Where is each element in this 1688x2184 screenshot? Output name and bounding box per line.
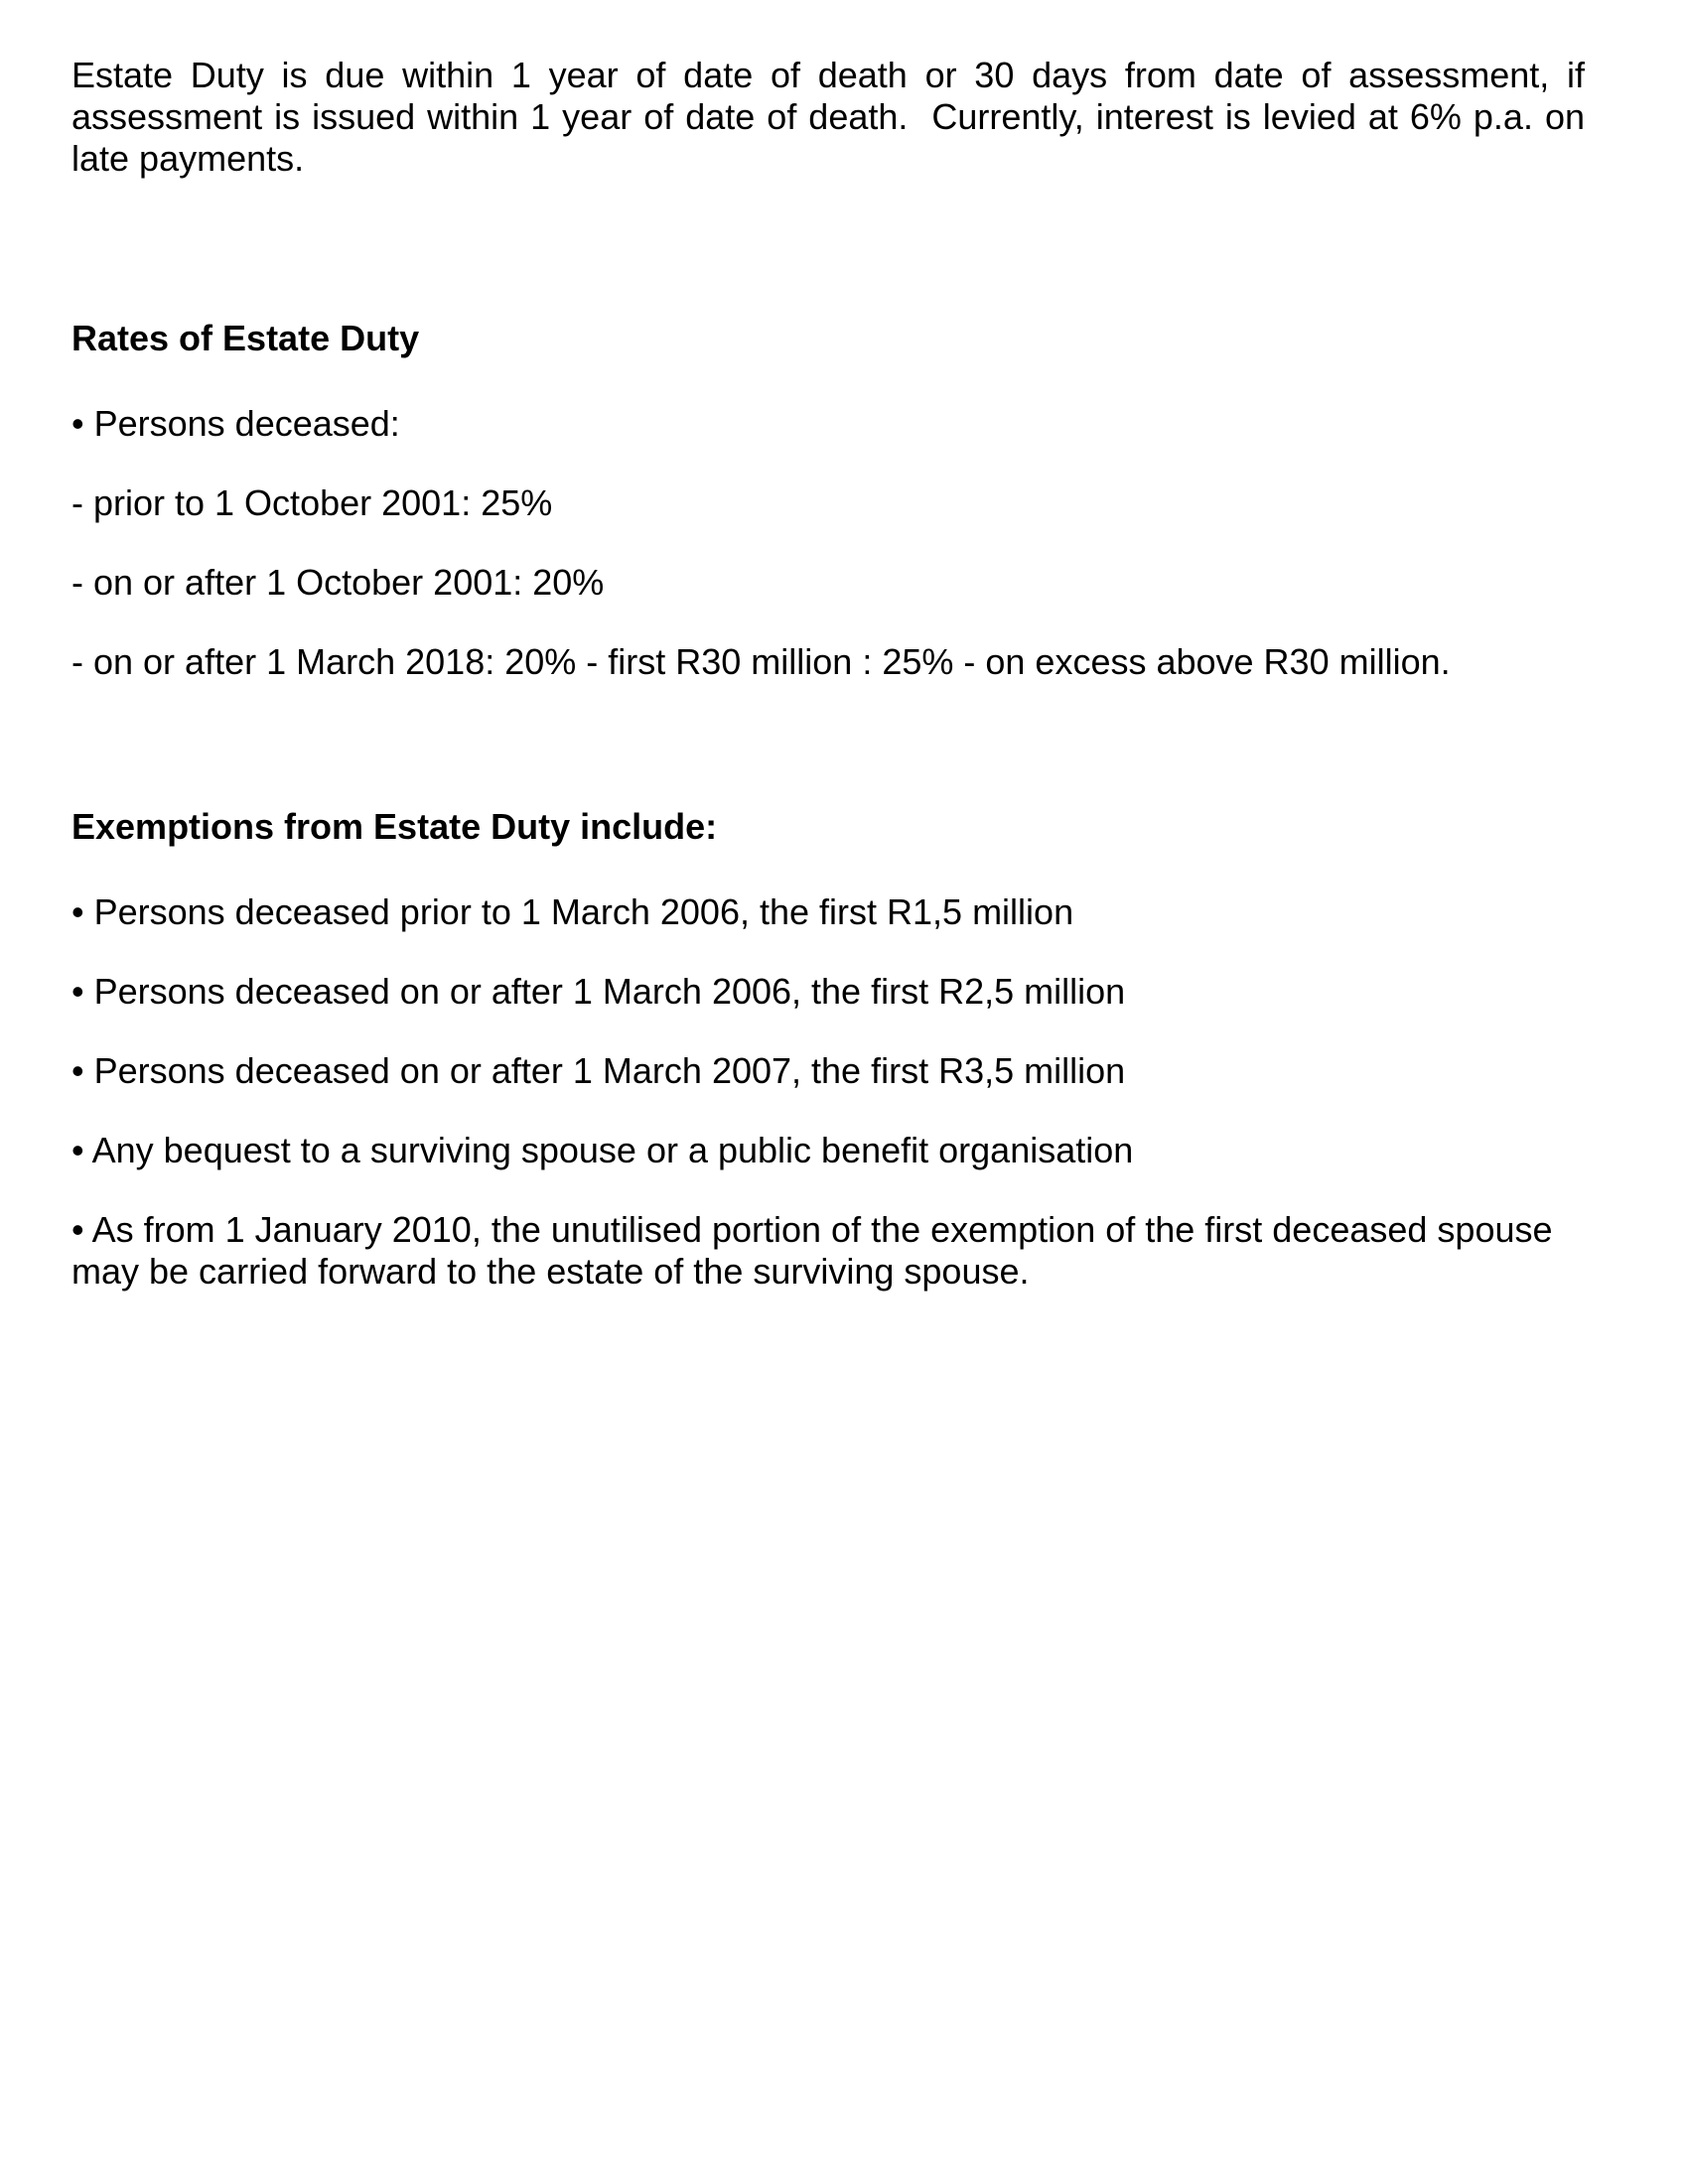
document-page	[71, 55, 1585, 1330]
rates-item-after-2018: - on or after 1 March 2018: 20% - first R30 million : 25% - on excess above R30 million.	[71, 641, 1451, 682]
rates-item-persons-deceased: • Persons deceased:	[71, 403, 400, 444]
exemption-item-prior-2006: • Persons deceased prior to 1 March 2006, the first R1,5 million	[71, 891, 1074, 932]
exemption-item-after-2007: • Persons deceased on or after 1 March 2007, the first R3,5 million	[71, 1050, 1126, 1091]
intro-paragraph: Estate Duty is due within 1 year of date of death or 30 days from date of assessment, if assessment is issued within 1 year of date of death. Currently, interest is levied at 6% p.a. on late payments.	[71, 55, 1585, 179]
exemption-item-spouse-bequest: • Any bequest to a surviving spouse or a public benefit organisation	[71, 1130, 1134, 1170]
rates-item-prior-2001: - prior to 1 October 2001: 25%	[71, 482, 553, 523]
exemption-item-carried-forward: • As from 1 January 2010, the unutilised portion of the exemption of the first deceased spouse may be carried forward to the estate of the surviving spouse.	[71, 1209, 1553, 1292]
rates-of-estate-duty-heading: Rates of Estate Duty	[71, 318, 420, 358]
rates-item-after-2001: - on or after 1 October 2001: 20%	[71, 562, 605, 603]
exemptions-heading: Exemptions from Estate Duty include:	[71, 806, 718, 847]
exemption-item-after-2006: • Persons deceased on or after 1 March 2006, the first R2,5 million	[71, 971, 1126, 1012]
